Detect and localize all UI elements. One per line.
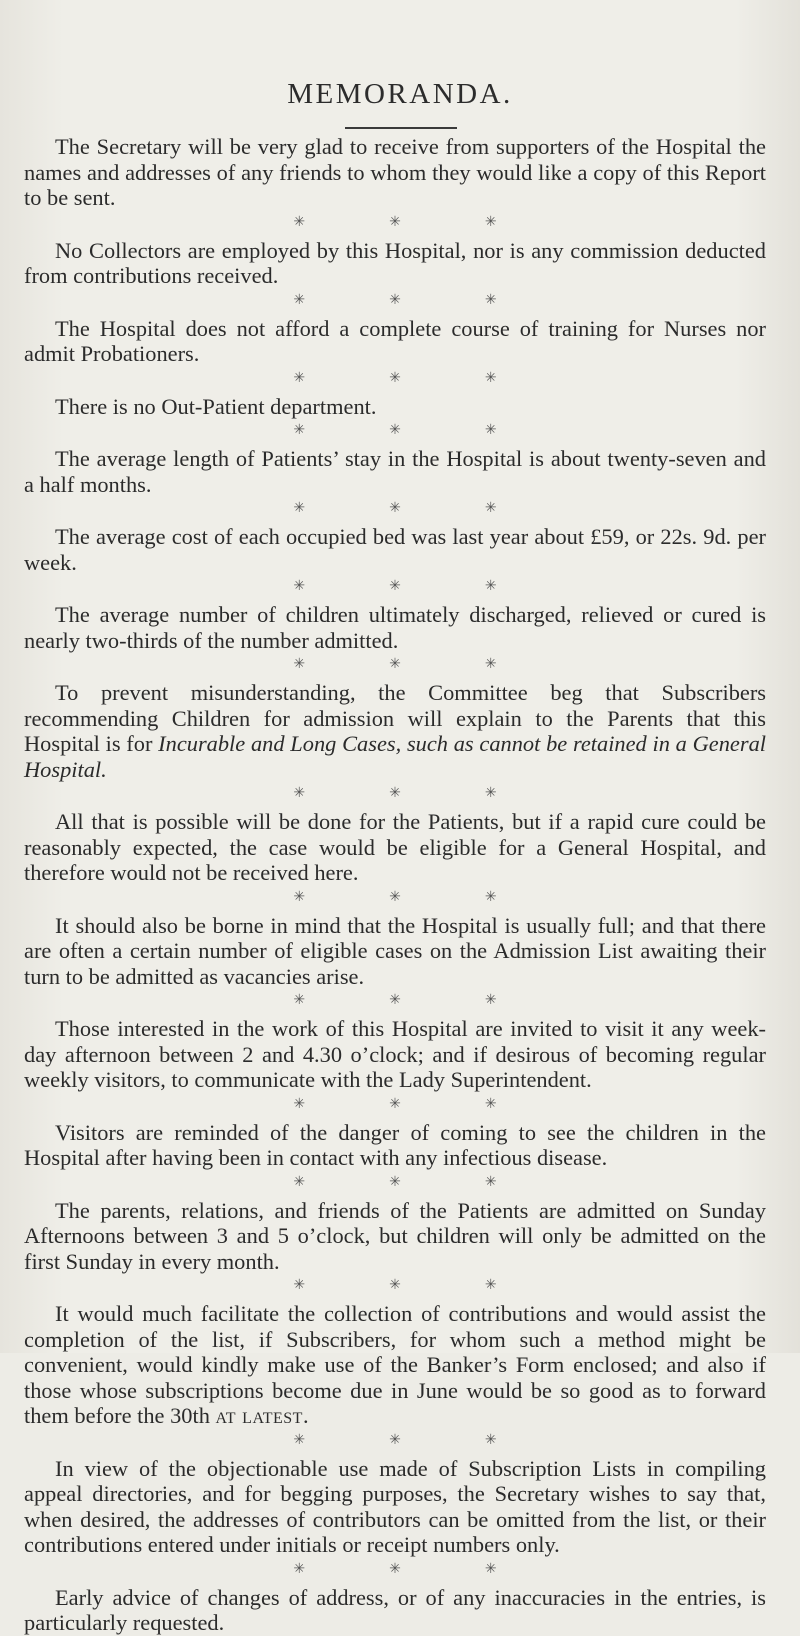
asterisk-icon: ✳ xyxy=(389,1096,401,1112)
memo-paragraph-change-of-address: Early advice of changes of address, or of any inaccuracies in the entries, is particularly requested. xyxy=(24,1584,766,1635)
asterisk-icon: ✳ xyxy=(484,1432,497,1448)
asterisk-icon: ✳ xyxy=(389,786,401,801)
asterisk-icon: ✳ xyxy=(293,1096,306,1112)
asterism-divider xyxy=(24,785,766,803)
asterisk-icon: ✳ xyxy=(389,579,401,594)
asterism-divider xyxy=(24,1096,766,1114)
asterisk-icon: ✳ xyxy=(389,1278,401,1293)
memoranda-body xyxy=(24,134,766,1636)
asterisk-icon: ✳ xyxy=(293,786,306,801)
asterisk-icon: ✳ xyxy=(484,657,497,672)
asterisk-icon: ✳ xyxy=(389,370,401,386)
asterism-divider xyxy=(24,578,766,596)
page-title: MEMORANDA. xyxy=(287,78,513,110)
asterisk-icon: ✳ xyxy=(484,993,497,1008)
asterisk-icon: ✳ xyxy=(484,501,497,516)
asterism-divider xyxy=(24,500,766,518)
asterism-divider xyxy=(24,992,766,1010)
asterisk-icon: ✳ xyxy=(484,370,497,386)
asterisk-icon: ✳ xyxy=(484,1278,497,1293)
memo-text: To prevent misunderstanding, the Committee beg that Subscribers recommending Children for admission will explain to the Parents that this Hospital is for xyxy=(24,680,766,756)
memo-paragraph-average-stay: The average length of Patients’ stay in the Hospital is about twenty-seven and a half months. xyxy=(24,446,766,497)
memo-smallcaps-text: at latest. xyxy=(215,1403,310,1428)
asterisk-icon: ✳ xyxy=(389,501,401,516)
asterisk-icon: ✳ xyxy=(484,1096,497,1112)
memo-paragraph-rapid-cure: All that is possible will be done for the Patients, but if a rapid cure could be reasonably expected, the case would be eligible for a General Hospital, and therefore would not be received here. xyxy=(24,809,766,885)
memo-paragraph-infectious: Visitors are reminded of the danger of coming to see the children in the Hospital after having been in contact with any infectious disease. xyxy=(24,1119,766,1170)
memo-paragraph-bankers-form xyxy=(24,1301,766,1429)
memo-italic-text: Incurable and Long Cases, such as cannot be retained in a General Hospital. xyxy=(24,731,766,782)
asterisk-icon: ✳ xyxy=(293,370,306,386)
memo-paragraph-hospital-full: It should also be borne in mind that the Hospital is usually full; and that there are often a certain number of eligible cases on the Admission List awaiting their turn to be admitted as vacancies arise. xyxy=(24,912,766,989)
asterisk-icon: ✳ xyxy=(293,1561,306,1577)
asterisk-icon: ✳ xyxy=(293,292,306,308)
asterisk-icon: ✳ xyxy=(484,786,497,801)
memo-paragraph-nurses: The Hospital does not afford a complete course of training for Nurses nor admit Probationers. xyxy=(24,315,766,366)
asterism-divider xyxy=(24,292,766,310)
asterisk-icon: ✳ xyxy=(293,657,306,672)
asterisk-icon: ✳ xyxy=(293,579,306,594)
asterisk-icon: ✳ xyxy=(484,292,497,308)
asterisk-icon: ✳ xyxy=(389,993,401,1008)
memo-paragraph-subscription-lists: In view of the objectionable use made of Subscription Lists in compiling appeal directories, and for begging purposes, the Secretary wishes to say that, when desired, the addresses of contributors can be omitted from the list, or their contributions entered under initials or receipt numbers only. xyxy=(24,1455,766,1557)
asterisk-icon: ✳ xyxy=(389,1561,401,1577)
asterisk-icon: ✳ xyxy=(484,579,497,594)
memo-paragraph-report-copies: The Secretary will be very glad to receive from supporters of the Hospital the names and addresses of any friends to whom they would like a copy of this Report to be sent. xyxy=(24,134,766,210)
asterism-divider xyxy=(24,889,766,907)
asterisk-icon: ✳ xyxy=(484,214,497,230)
memo-paragraph-average-cost: The average cost of each occupied bed was last year about £59, or 22s. 9d. per week. xyxy=(24,524,766,575)
asterisk-icon: ✳ xyxy=(389,214,401,230)
asterism-divider xyxy=(24,1174,766,1192)
asterisk-icon: ✳ xyxy=(293,1174,306,1190)
asterisk-icon: ✳ xyxy=(389,657,401,672)
asterisk-icon: ✳ xyxy=(389,1432,401,1448)
asterisk-icon: ✳ xyxy=(293,214,306,230)
memo-text: It would much facilitate the collection of contributions and would assist the completion of the list, if Subscribers, for whom such a method might be convenient, would kindly make use of the Banker’s Form enclosed; and also if those whose subscriptions become due in June would be so good as to forward them before the 30th xyxy=(24,1301,766,1428)
asterisk-icon: ✳ xyxy=(484,1174,497,1190)
asterisk-icon: ✳ xyxy=(293,501,306,516)
asterism-divider xyxy=(24,1277,766,1295)
asterism-divider xyxy=(24,370,766,388)
memo-paragraph-misunderstanding xyxy=(24,680,766,782)
asterisk-icon: ✳ xyxy=(484,1561,497,1577)
asterism-divider xyxy=(24,214,766,232)
asterism-divider xyxy=(24,422,766,440)
asterisk-icon: ✳ xyxy=(293,993,306,1008)
asterisk-icon: ✳ xyxy=(389,1174,401,1190)
asterisk-icon: ✳ xyxy=(389,292,401,308)
memo-paragraph-out-patient: There is no Out-Patient department. xyxy=(55,393,377,419)
asterisk-icon: ✳ xyxy=(293,1432,306,1448)
title-underline xyxy=(345,127,457,129)
memo-paragraph-visiting: Those interested in the work of this Hospital are invited to visit it any week-day afternoon between 2 and 4.30 o’clock; and if desirous of becoming regular weekly visitors, to communicate with the Lady Superintendent. xyxy=(24,1016,766,1092)
asterisk-icon: ✳ xyxy=(293,1278,306,1293)
asterisk-icon: ✳ xyxy=(484,889,497,905)
memo-paragraph-sunday-visits: The parents, relations, and friends of the Patients are admitted on Sunday Afternoons between 3 and 5 o’clock, but children will only be admitted on the first Sunday in every month. xyxy=(24,1197,766,1274)
asterisk-icon: ✳ xyxy=(293,889,306,905)
asterism-divider xyxy=(24,1561,766,1579)
asterisk-icon: ✳ xyxy=(389,889,401,905)
asterism-divider xyxy=(24,656,766,674)
memo-paragraph-discharged: The average number of children ultimately discharged, relieved or cured is nearly two-thirds of the number admitted. xyxy=(24,602,766,653)
asterisk-icon: ✳ xyxy=(293,423,306,438)
asterisk-icon: ✳ xyxy=(484,423,497,438)
asterisk-icon: ✳ xyxy=(389,423,401,438)
asterism-divider xyxy=(24,1432,766,1450)
memo-paragraph-collectors: No Collectors are employed by this Hospital, nor is any commission deducted from contributions received. xyxy=(24,237,766,288)
